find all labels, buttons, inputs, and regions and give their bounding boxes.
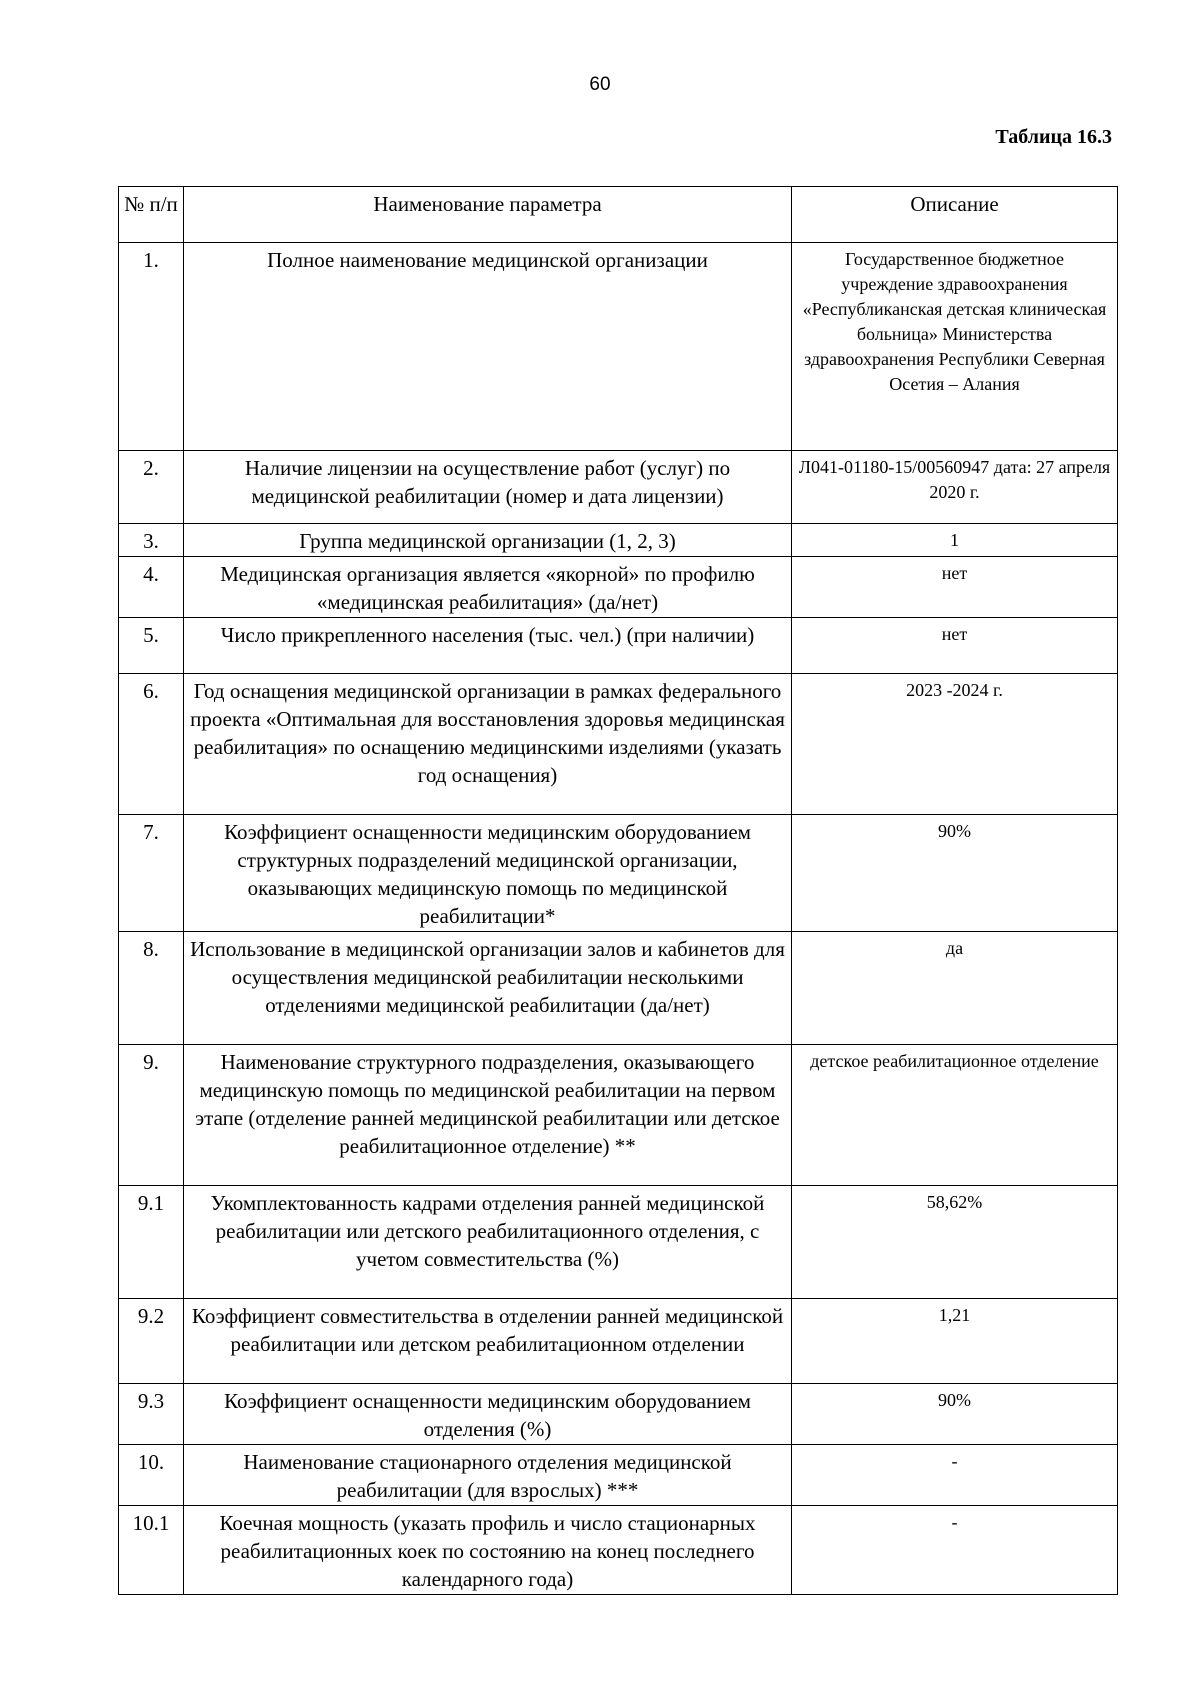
row-parameter: Медицинская организация является «якорной» по профилю «медицинская реабилитация» (да/нет) bbox=[184, 557, 792, 618]
table-row bbox=[119, 1506, 1118, 1595]
row-number: 9.3 bbox=[119, 1384, 184, 1445]
row-number: 3. bbox=[119, 524, 184, 557]
row-description: нет bbox=[792, 618, 1118, 674]
row-parameter: Коэффициент оснащенности медицинским оборудованием структурных подразделений медицинской организации, оказывающих медицинскую помощь по медицинской реабилитации* bbox=[184, 815, 792, 932]
row-description: 58,62% bbox=[792, 1186, 1118, 1299]
row-parameter: Полное наименование медицинской организации bbox=[184, 243, 792, 451]
row-number: 10.1 bbox=[119, 1506, 184, 1595]
row-parameter: Наличие лицензии на осуществление работ (услуг) по медицинской реабилитации (номер и дата лицензии) bbox=[184, 451, 792, 524]
table-row bbox=[119, 1045, 1118, 1186]
table-row bbox=[119, 932, 1118, 1045]
table-row bbox=[119, 451, 1118, 524]
row-parameter: Число прикрепленного населения (тыс. чел.) (при наличии) bbox=[184, 618, 792, 674]
row-number: 8. bbox=[119, 932, 184, 1045]
row-number: 10. bbox=[119, 1445, 184, 1506]
table-header-row bbox=[119, 187, 1118, 243]
row-parameter: Группа медицинской организации (1, 2, 3) bbox=[184, 524, 792, 557]
header-num: № п/п bbox=[119, 187, 184, 243]
parameters-table bbox=[118, 186, 1118, 1595]
row-description: да bbox=[792, 932, 1118, 1045]
row-number: 7. bbox=[119, 815, 184, 932]
row-number: 4. bbox=[119, 557, 184, 618]
table-row bbox=[119, 1445, 1118, 1506]
row-number: 6. bbox=[119, 674, 184, 815]
row-parameter: Коечная мощность (указать профиль и число стационарных реабилитационных коек по состоянию на конец последнего календарного года) bbox=[184, 1506, 792, 1595]
page-number: 60 bbox=[589, 74, 611, 95]
row-description: - bbox=[792, 1506, 1118, 1595]
table-row bbox=[119, 1299, 1118, 1384]
header-desc: Описание bbox=[792, 187, 1118, 243]
table-caption: Таблица 16.3 bbox=[995, 126, 1112, 148]
row-description: Л041-01180-15/00560947 дата: 27 апреля 2020 г. bbox=[792, 451, 1118, 524]
row-number: 1. bbox=[119, 243, 184, 451]
row-description: детское реабилитационное отделение bbox=[792, 1045, 1118, 1186]
row-parameter: Наименование структурного подразделения, оказывающего медицинскую помощь по медицинской реабилитации на первом этапе (отделение ранней медицинской реабилитации или детское реабилитационное отделение) ** bbox=[184, 1045, 792, 1186]
row-parameter: Коэффициент оснащенности медицинским оборудованием отделения (%) bbox=[184, 1384, 792, 1445]
row-parameter: Использование в медицинской организации залов и кабинетов для осуществления медицинской реабилитации несколькими отделениями медицинской реабилитации (да/нет) bbox=[184, 932, 792, 1045]
table-row bbox=[119, 1186, 1118, 1299]
table-row bbox=[119, 524, 1118, 557]
table-row bbox=[119, 815, 1118, 932]
row-parameter: Год оснащения медицинской организации в рамках федерального проекта «Оптимальная для восстановления здоровья медицинская реабилитация» по оснащению медицинскими изделиями (указать год оснащения) bbox=[184, 674, 792, 815]
row-number: 9.2 bbox=[119, 1299, 184, 1384]
row-description: 1,21 bbox=[792, 1299, 1118, 1384]
row-parameter: Коэффициент совместительства в отделении ранней медицинской реабилитации или детском реабилитационном отделении bbox=[184, 1299, 792, 1384]
row-description: Государственное бюджетное учреждение здравоохранения «Республиканская детская клиническая больница» Министерства здравоохранения Республики Северная Осетия – Алания bbox=[792, 243, 1118, 451]
table-row bbox=[119, 1384, 1118, 1445]
row-number: 9. bbox=[119, 1045, 184, 1186]
row-description: нет bbox=[792, 557, 1118, 618]
row-parameter: Наименование стационарного отделения медицинской реабилитации (для взрослых) *** bbox=[184, 1445, 792, 1506]
table-row bbox=[119, 618, 1118, 674]
row-number: 5. bbox=[119, 618, 184, 674]
header-param: Наименование параметра bbox=[184, 187, 792, 243]
row-parameter: Укомплектованность кадрами отделения ранней медицинской реабилитации или детского реабилитационного отделения, с учетом совместительства (%) bbox=[184, 1186, 792, 1299]
table-row bbox=[119, 243, 1118, 451]
row-description: 90% bbox=[792, 815, 1118, 932]
row-number: 2. bbox=[119, 451, 184, 524]
row-number: 9.1 bbox=[119, 1186, 184, 1299]
table-row bbox=[119, 557, 1118, 618]
row-description: 90% bbox=[792, 1384, 1118, 1445]
row-description: - bbox=[792, 1445, 1118, 1506]
table-row bbox=[119, 674, 1118, 815]
row-description: 1 bbox=[792, 524, 1118, 557]
row-description: 2023 -2024 г. bbox=[792, 674, 1118, 815]
